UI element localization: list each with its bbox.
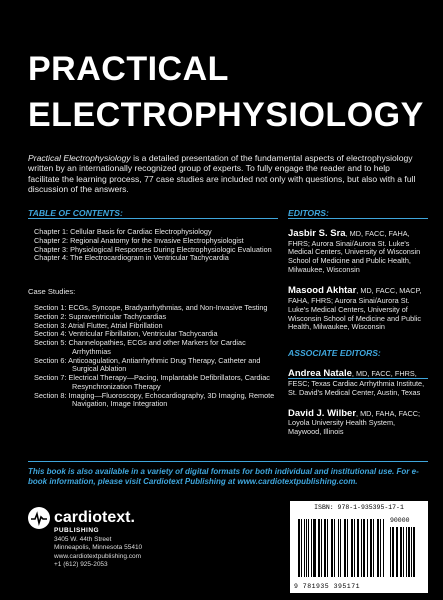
editor-name: David J. Wilber <box>288 407 357 419</box>
price-barcode-stripe <box>413 527 415 577</box>
section-item: Section 5: Channelopathies, ECGs and other Markers for Cardiac Arrhythmias <box>34 338 246 356</box>
barcode-stripe <box>340 519 341 577</box>
chapter-item: Chapter 3: Physiological Responses During Electrophysiologic Evaluation <box>34 244 272 254</box>
editor-name: Jasbir S. Sra <box>288 228 346 239</box>
publisher-address <box>54 536 188 569</box>
address-line: Minneapolis, Minnesota 55410 <box>54 544 143 552</box>
barcode-stripe <box>334 519 335 577</box>
editor-details: , MD, FACC, FHRS, FESC; Texas Cardiac Arrhythmia Institute, St. David's Medical Center, Austin, Texas <box>288 369 425 397</box>
price-barcode-graphic <box>390 527 420 577</box>
cover-title-line2: ELECTROPHYSIOLOGY <box>28 96 424 134</box>
barcode-stripe <box>358 519 359 577</box>
intro-book-title: Practical Electrophysiology <box>28 153 131 163</box>
editor-name: Masood Akhtar <box>288 285 357 297</box>
editor-entry <box>288 228 428 275</box>
barcode-stripe <box>347 519 348 577</box>
publisher-block <box>28 507 188 569</box>
editor-name: Andrea Natale <box>288 368 352 380</box>
barcode-stripe <box>314 519 315 577</box>
section-item: Section 3: Atrial Flutter, Atrial Fibrillation <box>34 320 163 330</box>
publisher-sub: PUBLISHING <box>54 527 100 534</box>
publisher-logo <box>28 507 188 529</box>
availability-rule <box>28 461 428 462</box>
table-of-contents <box>28 208 278 409</box>
address-line: www.cardiotextpublishing.com <box>54 552 142 560</box>
barcode-stripe <box>327 519 328 577</box>
barcode-stripe <box>383 519 384 577</box>
chapter-list <box>28 228 278 263</box>
section-item: Section 8: Imaging—Fluoroscopy, Echocardiography, 3D Imaging, Remote Navigation, Image Integration <box>34 390 275 409</box>
publisher-name: cardiotext. <box>54 509 135 526</box>
editors-heading: EDITORS: <box>288 208 329 218</box>
address-line: 3405 W. 44th Street <box>54 536 112 543</box>
toc-heading: TABLE OF CONTENTS: <box>28 208 123 218</box>
address-line: +1 (612) 925-2053 <box>54 560 108 568</box>
section-list <box>28 304 278 409</box>
ean-barcode-graphic <box>298 519 384 577</box>
barcode-stripe <box>354 519 355 577</box>
barcode-stripe <box>308 519 309 577</box>
editor-details: , MD, FAHA, FACC; Loyola University Health System, Maywood, Illinois <box>288 408 421 437</box>
editor-entry <box>288 408 428 437</box>
section-item: Section 2: Supraventricular Tachycardias <box>34 311 167 321</box>
isbn-text: ISBN: 978-1-935395-17-1 <box>314 504 404 511</box>
section-item: Section 7: Electrical Therapy—Pacing, Implantable Defibrillators, Cardiac Resynchronization Therapy <box>34 373 270 391</box>
price-code: 90000 <box>390 517 410 524</box>
chapter-item: Chapter 2: Regional Anatomy for the Invasive Electrophysiologist <box>34 235 244 245</box>
editor-details: , MD, FACC, FAHA, FHRS; Aurora Sinai/Aurora St. Luke's Medical Centers, University of Wisconsin School of Medicine and Public Health, Milwaukee, Wisconsin <box>288 229 421 275</box>
barcode-stripe <box>367 519 368 577</box>
barcode-box <box>290 501 428 593</box>
intro-paragraph <box>28 153 420 195</box>
heartbeat-logo-icon <box>28 507 50 529</box>
availability-note: This book is also available in a variety of digital formats for both individual and institutional use. For e-book information, please visit Cardiotext Publishing at www.cardiotextpublishing.com. <box>28 467 419 487</box>
editor-details: , MD, FACC, MACP, FAHA, FHRS; Aurora Sinai/Aurora St. Luke's Medical Centers, University of Wisconsin School of Medicine and Public Health, Milwaukee, Wisconsin <box>288 286 422 332</box>
intro-text: is a detailed presentation of the fundamental aspects of electrophysiology written by an internationally recognized group of experts. To fully engage the reader and to help facilitate the learning process, 77 case studies are included not only with questions, but also with a full discussion of the answers. <box>28 153 416 195</box>
price-barcode-stripe <box>408 527 410 577</box>
cover-title-line1: PRACTICAL <box>28 50 229 88</box>
price-barcode-stripe <box>397 527 398 577</box>
editor-entry <box>288 285 428 332</box>
price-barcode-stripe <box>392 527 394 577</box>
price-barcode-stripe <box>403 527 404 577</box>
section-item: Section 6: Anticoagulation, Antiarrhythmic Drug Therapy, Catheter and Surgical Ablation <box>34 355 261 374</box>
case-studies-title: Case Studies: <box>28 287 76 296</box>
barcode-stripe <box>373 519 374 577</box>
barcode-number: 9 781935 395171 <box>294 583 361 590</box>
assoc-editors-heading: ASSOCIATE EDITORS: <box>288 348 381 359</box>
section-item: Section 1: ECGs, Syncope, Bradyarrhythmias, and Non-Invasive Testing <box>34 303 268 312</box>
price-barcode-stripe <box>400 527 402 577</box>
barcode-stripe <box>364 519 365 577</box>
chapter-item: Chapter 4: The Electrocardiogram in Ventricular Tachycardia <box>34 253 229 263</box>
barcode-stripe <box>321 519 322 577</box>
editors-block <box>288 208 428 437</box>
section-item: Section 4: Ventricular Fibrillation, Ventricular Tachycardia <box>34 329 218 339</box>
editor-entry <box>288 368 428 397</box>
chapter-item: Chapter 1: Cellular Basis for Cardiac Electrophysiology <box>34 227 212 236</box>
